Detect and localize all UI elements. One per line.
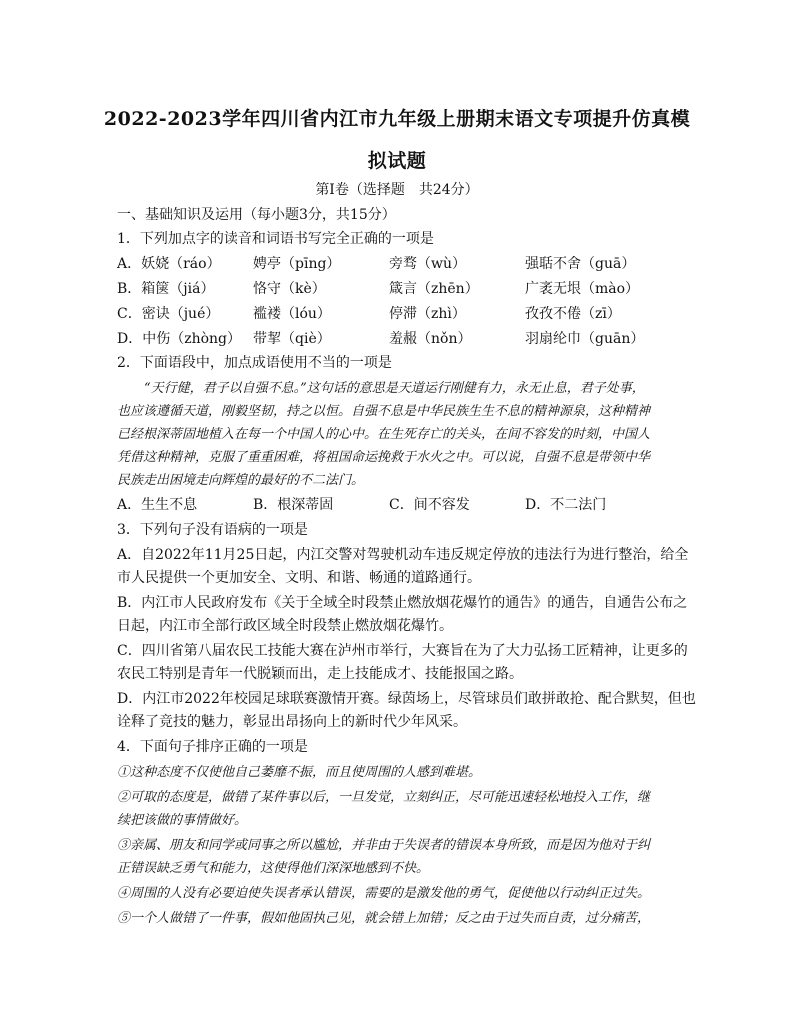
q1-option-c-word3: 停滞（zhì） [389,306,466,322]
q2-passage-line: “天行健，君子以自强不息。”这句话的意思是天道运行刚健有力，永无止息，君子处事， [144,381,645,396]
q1-option-c-word1: C．密诀（jué） [117,306,220,322]
q4-sentence: ④周围的人没有必要迫使失误者承认错误，需要的是激发他的勇气，促使他以行动纠正过失。 [117,886,651,901]
q1-option-a-word2: 娉亭（pīng） [253,256,341,272]
q2-passage-line: 民族走出困境走向辉煌的最好的不二法门。 [117,473,365,488]
q3-option-b-line: B．内江市人民政府发布《关于全域全时段禁止燃放烟花爆竹的通告》的通告，自通告公布之 [117,595,688,611]
q4-sentence: 续把该做的事情做好。 [117,813,248,828]
question-1-stem: 1．下列加点字的读音和词语书写完全正确的一项是 [117,231,434,247]
q4-sentence: ③亲属、朋友和同学或同事之所以尴尬，并非由于失误者的错误本身所致，而是因为他对于纠 [117,838,651,853]
q3-option-b-line: 日起，内江市全部行政区域全时段禁止燃放烟花爆竹。 [117,618,453,634]
q2-option-d: D．不二法门 [525,497,607,513]
q3-option-a-line: A．自2022年11月25日起，内江交警对驾驶机动车违反规定停放的违法行为进行整治，给全 [117,547,689,563]
q1-option-a-word1: A．妖娆（ráo） [117,256,221,272]
q1-option-c-word2: 褴褛（lóu） [253,306,331,322]
q4-sentence: ①这种态度不仅使他自己萎靡不振，而且使周围的人感到难堪。 [117,765,482,780]
q1-option-a-word4: 强聒不舍（guā） [525,256,636,272]
q4-sentence: ②可取的态度是，做错了某件事以后，一旦发觉，立刻纠正，尽可能迅速轻松地投入工作，继 [117,790,651,805]
section-heading: 一、基础知识及运用（每小题3分，共15分） [117,207,396,223]
q1-option-d-word3: 羞赧（nǒn） [389,331,472,347]
q1-option-b-word1: B．箱箧（jiá） [117,281,215,297]
q2-passage-line: 凭借这种精神，克服了重重困难，将祖国命运挽救于水火之中。可以说，自强不息是带领中华 [117,450,651,465]
q2-passage-line: 也应该遵循天道，刚毅坚韧，持之以恒。自强不息是中华民族生生不息的精神源泉，这种精神 [117,404,651,419]
q4-sentence: ⑤一个人做错了一件事，假如他固执己见，就会错上加错；反之由于过失而自责，过分痛苦， [117,911,651,926]
q1-option-a-word3: 旁骛（wù） [389,256,466,272]
question-4-stem: 4．下面句子排序正确的一项是 [117,739,308,755]
q2-option-c: C．间不容发 [389,497,470,513]
q2-option-b: B．根深蒂固 [253,497,334,513]
q1-option-d-word1: D．中伤（zhòng） [117,331,242,347]
page-title-continued: 拟试题 [367,150,427,172]
q3-option-c-line: 农民工特别是青年一代脱颖而出，走上技能成才、技能报国之路。 [117,666,523,682]
paper-section-subtitle: 第Ⅰ卷（选择题 共24分） [315,182,479,198]
q1-option-b-word4: 广袤无垠（mào） [525,281,640,297]
q4-sentence: 正错误缺乏勇气和能力，这使得他们深深地感到不快。 [117,861,430,876]
q1-option-b-word2: 恪守（kè） [253,281,326,297]
q1-option-d-word2: 带挈（qiè） [253,331,331,347]
q1-option-c-word4: 孜孜不倦（zī） [525,306,621,322]
q2-option-a: A．生生不息 [117,497,198,513]
q1-option-b-word3: 箴言（zhēn） [389,281,479,297]
question-2-stem: 2．下面语段中，加点成语使用不当的一项是 [117,355,392,371]
q3-option-c-line: C．四川省第八届农民工技能大赛在泸州市举行，大赛旨在为了大力弘扬工匠精神，让更多的 [117,643,688,659]
q3-option-d-line: 诠释了竞技的魅力，彰显出昂扬向上的新时代少年风采。 [117,714,467,730]
page-title: 2022-2023学年四川省内江市九年级上册期末语文专项提升仿真模 [103,108,691,130]
q3-option-a-line: 市人民提供一个更加安全、文明、和谐、畅通的道路通行。 [117,570,481,586]
q3-option-d-line: D．内江市2022年校园足球联赛激情开赛。绿茵场上，尽管球员们敢拼敢抢、配合默契，但也 [117,691,696,707]
q2-passage-line: 已经根深蒂固地植入在每一个中国人的心中。在生死存亡的关头，在间不容发的时刻，中国人 [117,427,651,442]
question-3-stem: 3．下列句子没有语病的一项是 [117,522,308,538]
q1-option-d-word4: 羽扇纶巾（guān） [525,331,645,347]
